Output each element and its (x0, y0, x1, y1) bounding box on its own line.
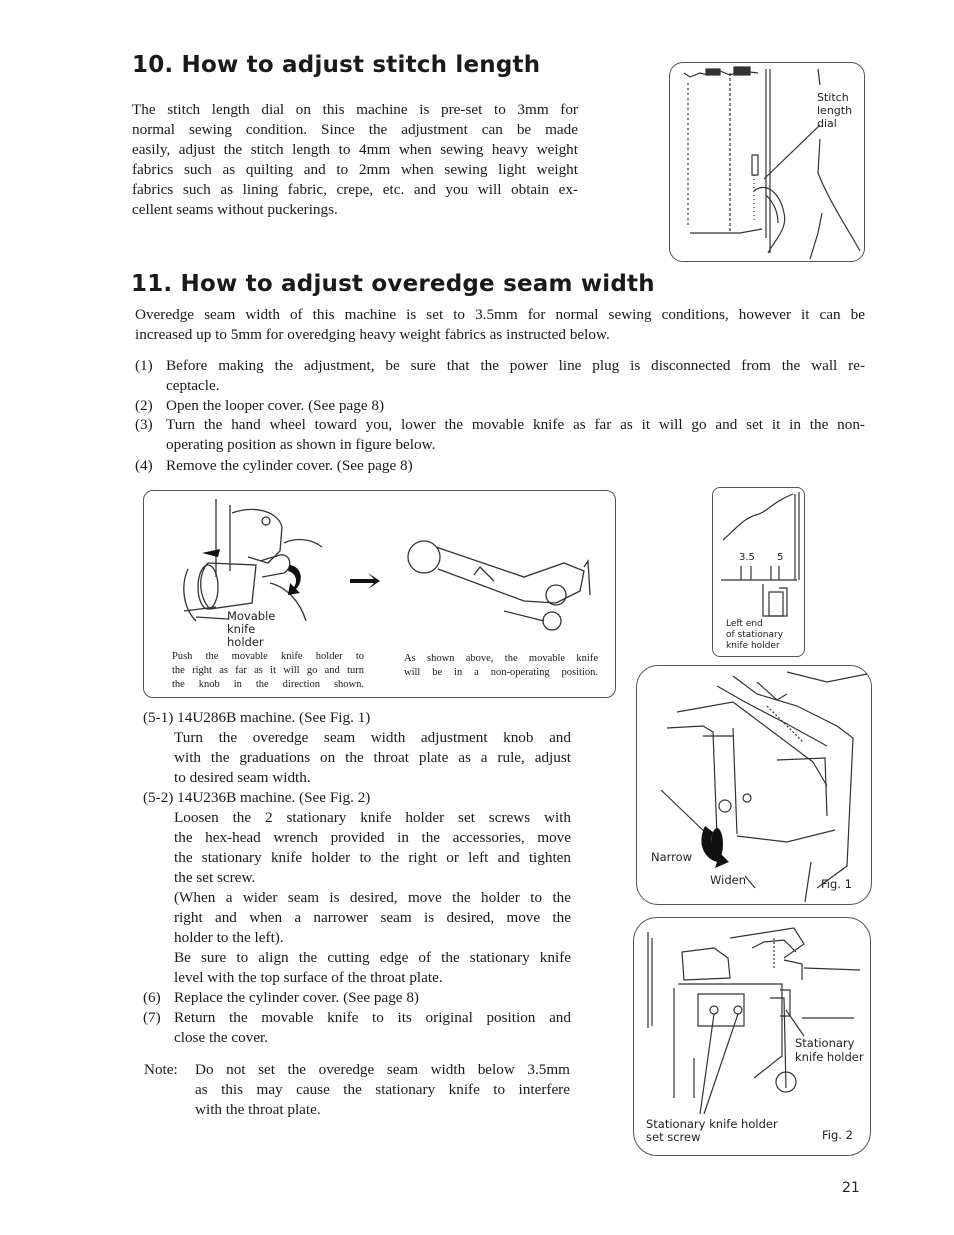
step-5-line: Turn the overedge seam width adjustment knob and (174, 729, 571, 746)
text-line: easily, adjust the stitch length to 4mm when sewing heavy weight (132, 141, 578, 158)
label-line: Stitch (817, 91, 849, 104)
label-line: set screw (646, 1130, 701, 1144)
page-number: 21 (842, 1180, 860, 1196)
text-line: Overedge seam width of this machine is set to 3.5mm for normal sewing conditions, however it can be (135, 306, 865, 323)
movable-knife-caption-left (172, 650, 364, 692)
fig-1-caption: Fig. 1 (821, 877, 852, 891)
caption-line: Push the movable knife holder to (172, 651, 364, 662)
fig-1-narrow-label: Narrow (651, 850, 693, 864)
step-5-block (143, 708, 571, 988)
label-line: Stationary (795, 1036, 855, 1050)
label-line: length (817, 104, 853, 117)
step-5-line: (5-1) 14U286B machine. (See Fig. 1) (143, 709, 371, 726)
step-5-line: the stationary knife holder to the right or left and tighten (174, 849, 571, 866)
text-line: Replace the cylinder cover. (See page 8) (174, 989, 419, 1006)
step-number: (2) (135, 397, 153, 414)
step-5-line: level with the top surface of the throat plate. (174, 969, 443, 986)
text-line: Return the movable knife to its original position and (174, 1009, 571, 1026)
stitch-length-dial-label (817, 91, 852, 130)
step-5-line: the hex-head wrench provided in the accessories, move (174, 829, 571, 846)
label-line: of stationary (726, 630, 784, 640)
text-line: The stitch length dial on this machine is pre-set to 3mm for (132, 101, 578, 118)
text-line: Open the looper cover. (See page 8) (166, 397, 385, 414)
section-10-heading: 10. How to adjust stitch length (132, 52, 541, 78)
text-line: operating position as shown in figure below. (166, 436, 436, 453)
note-label: Note: (144, 1061, 178, 1078)
label-line: Left end (726, 619, 763, 629)
text-line: fabrics such as lining fabric, crepe, etc. and you will obtain ex- (132, 181, 578, 198)
movable-knife-figure (143, 490, 616, 698)
left-end-label (726, 619, 783, 652)
step-5-line: Loosen the 2 stationary knife holder set screws with (174, 809, 571, 826)
fig-1 (636, 665, 872, 905)
text-line: Remove the cylinder cover. (See page 8) (166, 457, 413, 474)
note-line: Do not set the overedge seam width below 3.5mm (195, 1061, 570, 1078)
fig-2-set-screw-label (646, 1118, 778, 1144)
text-line: ceptacle. (166, 377, 220, 394)
step-number: (3) (135, 416, 153, 433)
movable-knife-caption-right (404, 652, 598, 680)
text-line: cellent seams without puckerings. (132, 201, 338, 218)
text-line: increased up to 5mm for overedging heavy weight fabrics as instructed below. (135, 326, 610, 343)
caption-line: As shown above, the movable knife (404, 653, 598, 664)
caption-line: will be in a non-operating position. (404, 667, 598, 678)
note-line: as this may cause the stationary knife to interfere (195, 1081, 570, 1098)
section-11-intro (135, 305, 865, 345)
fig-1-widen-label: Widen (710, 873, 746, 887)
movable-knife-holder-label (227, 610, 275, 649)
text-line: Before making the adjustment, be sure that the power line plug is disconnected from the wall re- (166, 357, 865, 374)
label-line: knife holder (726, 641, 780, 651)
step-5-line: the set screw. (174, 869, 256, 886)
text-line: close the cover. (174, 1029, 269, 1046)
left-end-figure (712, 487, 805, 657)
label-line: knife holder (795, 1050, 864, 1064)
step-5-line: to desired seam width. (174, 769, 311, 786)
section-10-body (132, 100, 578, 220)
scale-5-label: 5 (777, 552, 784, 563)
step-number: (1) (135, 357, 153, 374)
step-5-line: Be sure to align the cutting edge of the stationary knife (174, 949, 571, 966)
caption-line: the right as far as it will go and turn (172, 665, 364, 676)
step-5-line: (5-2) 14U236B machine. (See Fig. 2) (143, 789, 371, 806)
text-line: normal sewing condition. Since the adjustment can be made (132, 121, 578, 138)
step-5-line: (When a wider seam is desired, move the holder to the (174, 889, 571, 906)
text-line: fabrics such as quilting and to 2mm when sewing light weight (132, 161, 578, 178)
step-number: (7) (143, 1009, 161, 1026)
step-5-line: right and when a narrower seam is desired, move the (174, 909, 571, 926)
label-line: dial (817, 117, 837, 130)
step-number: (6) (143, 989, 161, 1006)
section-11-heading: 11. How to adjust overedge seam width (131, 271, 655, 297)
note-line: with the throat plate. (195, 1101, 321, 1118)
caption-line: the knob in the direction shown. (172, 679, 364, 690)
step-5-line: with the graduations on the throat plate as a rule, adjust (174, 749, 571, 766)
label-line: knife (227, 622, 256, 636)
text-line: Turn the hand wheel toward you, lower the movable knife as far as it will go and set it in the non- (166, 416, 865, 433)
step-5-line: holder to the left). (174, 929, 284, 946)
fig-2 (633, 917, 871, 1156)
label-line: holder (227, 635, 264, 649)
label-line: Stationary knife holder (646, 1117, 778, 1131)
fig-1-illustration (637, 666, 871, 904)
label-line: Movable (227, 609, 276, 623)
scale-3-5-label: 3.5 (739, 552, 755, 563)
fig-2-caption: Fig. 2 (822, 1128, 853, 1142)
stitch-length-figure (669, 62, 865, 262)
fig-2-stationary-holder-label (795, 1036, 864, 1064)
step-number: (4) (135, 457, 153, 474)
